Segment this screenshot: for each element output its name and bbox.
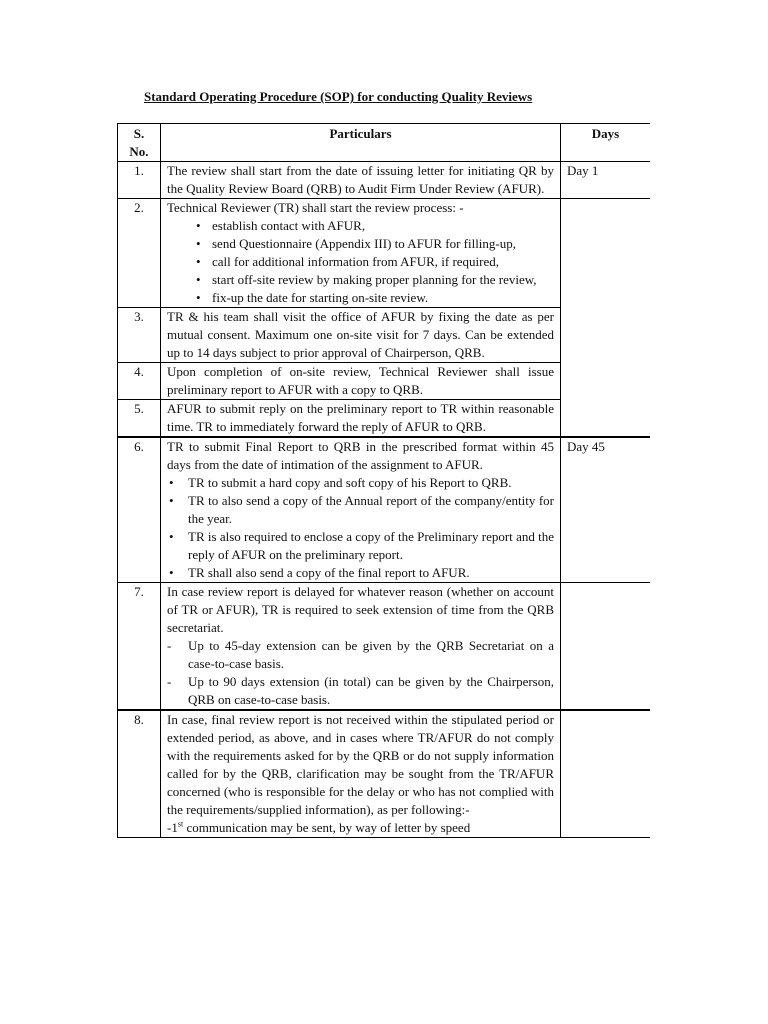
ordinal-number: -1: [167, 820, 178, 835]
row-number: 7.: [118, 583, 161, 711]
row-days-empty: [561, 710, 651, 838]
row-number: 3.: [118, 308, 161, 363]
list-item: • TR shall also send a copy of the final report to AFUR.: [167, 564, 554, 582]
row-intro-text: TR to submit Final Report to QRB in the prescribed format within 45 days from the date of intimation of the assignment to AFUR.: [167, 439, 554, 472]
row-particulars: The review shall start from the date of issuing letter for initiating QR by the Quality Review Board (QRB) to Audit Firm Under Review (AFUR).: [161, 162, 561, 199]
row-days-empty: [561, 583, 651, 711]
row-number: 2.: [118, 199, 161, 308]
bullet-list: [167, 217, 554, 307]
header-sno: S. No.: [118, 124, 161, 162]
row-particulars: TR & his team shall visit the office of AFUR by fixing the date as per mutual consent. Maximum one on-site visit for 7 days. Can be extended up to 14 days subject to prior approval of Chairperson, QRB.: [161, 308, 561, 363]
header-particulars: Particulars: [161, 124, 561, 162]
row-particulars: [161, 583, 561, 711]
row-particulars: [161, 199, 561, 308]
row-days: Day 45: [561, 437, 651, 583]
row-days: Day 1: [561, 162, 651, 199]
list-item: • TR to submit a hard copy and soft copy of his Report to QRB.: [167, 474, 554, 492]
list-item: • send Questionnaire (Appendix III) to AFUR for filling-up,: [167, 235, 554, 253]
sop-table: [117, 123, 650, 838]
list-item: • fix-up the date for starting on-site review.: [167, 289, 554, 307]
row-number: 1.: [118, 162, 161, 199]
header-days: Days: [561, 124, 651, 162]
row-particulars: [161, 437, 561, 583]
row-number: 4.: [118, 363, 161, 400]
list-item: • start off-site review by making proper planning for the review,: [167, 271, 554, 289]
dash-list: [167, 637, 554, 709]
sop-table-container: [117, 123, 650, 932]
document-title: Standard Operating Procedure (SOP) for conducting Quality Reviews: [144, 89, 533, 104]
row-intro-text: Technical Reviewer (TR) shall start the review process: -: [167, 200, 464, 215]
table-row: [118, 437, 651, 583]
row-particulars: Upon completion of on-site review, Technical Reviewer shall issue preliminary report to AFUR with a copy to QRB.: [161, 363, 561, 400]
row-number: 5.: [118, 400, 161, 438]
table-row: [118, 710, 651, 838]
ordinal-suffix: st: [177, 819, 184, 829]
row-number: 6.: [118, 437, 161, 583]
table-row: [118, 199, 651, 308]
list-item: • TR to also send a copy of the Annual report of the company/entity for the year.: [167, 492, 554, 528]
row-continuation-text: [167, 819, 554, 837]
row-particulars: [161, 710, 561, 838]
table-row: [118, 162, 651, 199]
row-particulars: AFUR to submit reply on the preliminary report to TR within reasonable time. TR to immediately forward the reply of AFUR to QRB.: [161, 400, 561, 438]
list-item: • TR is also required to enclose a copy of the Preliminary report and the reply of AFUR on the preliminary report.: [167, 528, 554, 564]
list-item: - Up to 90 days extension (in total) can be given by the Chairperson, QRB on case-to-case basis.: [167, 673, 554, 709]
list-item: • establish contact with AFUR,: [167, 217, 554, 235]
row-intro-text: In case review report is delayed for whatever reason (whether on account of TR or AFUR), TR is required to seek extension of time from the QRB secretariat.: [167, 584, 554, 635]
row-number: 8.: [118, 710, 161, 838]
header-row: [118, 124, 651, 162]
row-days-empty: [561, 199, 651, 438]
continuation-text: communication may be sent, by way of letter by speed: [183, 820, 471, 835]
bullet-list: [167, 474, 554, 582]
list-item: - Up to 45-day extension can be given by the QRB Secretariat on a case-to-case basis.: [167, 637, 554, 673]
list-item: • call for additional information from AFUR, if required,: [167, 253, 554, 271]
table-row: [118, 583, 651, 711]
row-intro-text: In case, final review report is not received within the stipulated period or extended period, as above, and in cases where TR/AFUR do not comply with the requirements asked for by the QRB or do not supply information called for by the QRB, clarification may be sought from the TR/AFUR concerned (who is responsible for the delay or who has not complied with the requirements/supplied information), as per following:-: [167, 712, 554, 817]
